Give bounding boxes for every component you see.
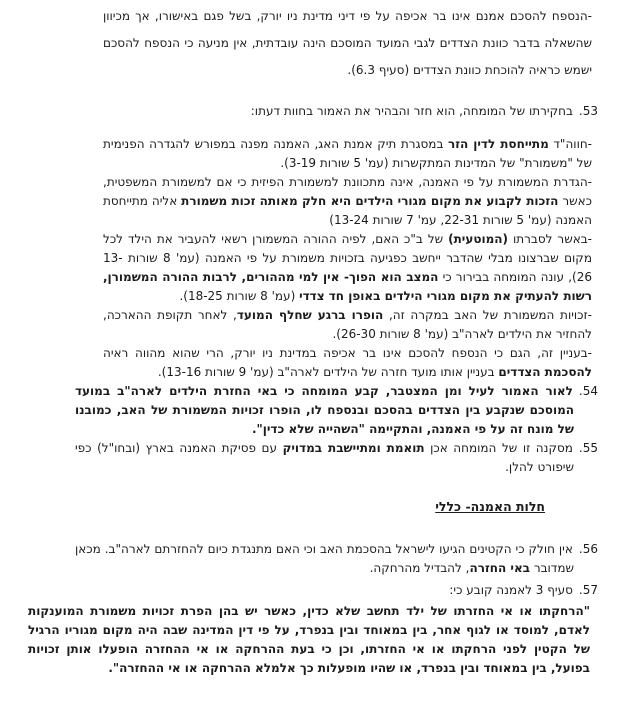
paragraph-54 [75, 382, 598, 439]
statute-quote-paragraph: "הרחקתו או אי החזרתו של ילד תחשב שלא כדין, כאשר יש בהן הפרת זכויות משמורת המוענקות לאדם, למוסד או לגוף אחר, בין במאוחד ובין בנפרד, על פי דין המדינה שבה היה מקום מגוריו הרגיל של הקטין לפני הרחקתו או אי החזרתו, וכן כי בעת ההרחקה או אי ההחזרה הופעלו אותן זכויות בפועל, בין במאוחד ובין בנפרד, או שהיו מופעלות כך אלמלא ההרחקה או אי ההחזרה". [28, 604, 590, 675]
expert-point: -חווה"ד מתייחסת לדין הזר במסגרת תיק אמנת האג, האמנה מפנה במפורש להגדרה הפנימית של "משמורת" של המדינות המתקשרות (עמ' 5 שורות 3-19). [103, 137, 593, 170]
paragraph-number: 57. [578, 583, 598, 597]
paragraph-number: 55. [578, 441, 599, 455]
intro-quote-paragraph: -הנספח להסכם אמנם אינו בר אכיפה על פי דיני מדינת ניו יורק, בשל פגם באישורו, אך מכיוון שהשאלה בדבר כוונת הצדדים לגבי המועד המוסכם הינה עובדתית, אין מניעה כי הנספח להסכם ישמש כראיה להוכחת כוונת הצדדים (סעיף 6.3). [103, 9, 592, 77]
paragraph-53 [75, 102, 598, 121]
paragraph-54-text: לאור האמור לעיל ומן המצטבר, קבע המומחה כי באי החזרת הילדים לארה"ב במועד המוסכם שנקבע בין הצדדים בהסכם ובנספח לו, הופרו זכויות המשמורת של האב, כמובנו של מונח זה על פי האמנה, והתקיימה "השהייה שלא כדין". [75, 384, 574, 436]
paragraph-57-text: סעיף 3 לאמנה קובע כי: [449, 583, 573, 597]
paragraph-56-text: אין חולק כי הקטינים הגיעו לישראל בהסכמת האב וכי האם מתנגדת כיום להחזרתם לארה"ב. מכאן שמדובר באי החזרה, להבדיל מהרחקה. [75, 542, 574, 575]
expert-point: -בעניין זה, הגם כי הנספח להסכם אינו בר אכיפה במדינת ניו יורק, הרי שהוא מהווה ראיה להסכמת הצדדים בעניין אותו מועד חזרה של הילדים לארה"ב (עמ' 9 שורות 13-16). [103, 346, 592, 379]
expert-point: -זכויות המשמורת של האב במקרה זה, הופרו ברגע שחלף המועד, לאחר תקופת ההארכה, להחזיר את הילדים לארה"ב (עמ' 8 שורות 26-30). [103, 308, 592, 341]
expert-point: -הגדרת המשמורת על פי האמנה, אינה מתכוונת למשמורת הפיזית כי אם למשמורת המשפטית, כאשר הזכות לקבוע את מקום מגורי הילדים היא חלק מאותה זכות משמורת אליה מתייחסת האמנה (עמ' 5 שורות 22-31, עמ' 7 שורות 13-24) [103, 175, 592, 227]
expert-point: -באשר לסברתו (המוטעית) של ב"כ האם, לפיה ההורה המשמורן רשאי להעביר את הילד לכל מקום שברצונו מבלי שהדבר ייחשב כפגיעה בזכויות משמורת על פי האמנה (עמ' 8 שורות 13-26), עונה המומחה בבירור כי המצב הוא הפוך- אין למי מההורים, לרבות ההורה המשמורן, רשות להעתיק את מקום מגורי הילדים באופן חד צדדי (עמ' 8 שורות 18-25). [103, 232, 592, 303]
section-heading [0, 497, 545, 516]
section-heading-text: חלות האמנה- כללי [435, 499, 545, 514]
paragraph-number: 53. [578, 104, 598, 118]
paragraph-55-text: מסקנה זו של המומחה אכן תואמת ומתיישבת במדויק עם פסיקת האמנה בארץ (ובחו"ל) כפי שיפורט להלן. [75, 441, 574, 474]
paragraph-57 [75, 581, 598, 600]
paragraph-number: 56. [578, 542, 598, 556]
paragraph-number: 54. [578, 384, 598, 398]
paragraph-55 [75, 439, 598, 477]
paragraph-56 [75, 540, 598, 578]
paragraph-53-text: בחקירתו של המומחה, הוא חזר והבהיר את האמור בחוות דעתו: [250, 104, 573, 118]
